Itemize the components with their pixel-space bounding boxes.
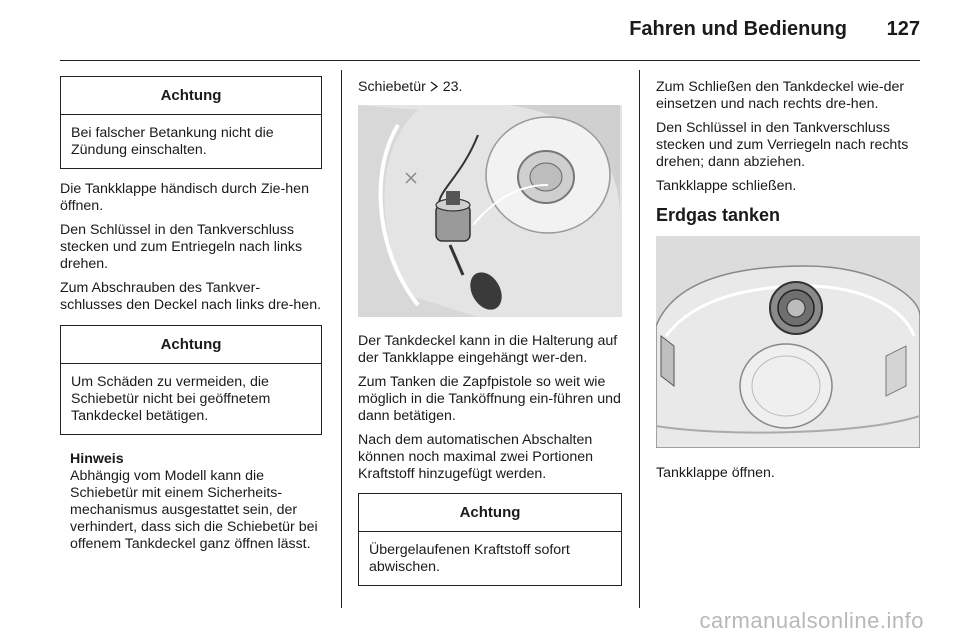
column-1 bbox=[60, 76, 322, 553]
reference-arrow-icon bbox=[430, 79, 443, 95]
paragraph: Die Tankklappe händisch durch Zie-hen öffnen. bbox=[60, 181, 309, 214]
cng-filler-illustration bbox=[656, 236, 920, 448]
intro-text: Schiebetür bbox=[358, 79, 426, 95]
warning-box bbox=[358, 493, 622, 586]
page-reference: 23. bbox=[442, 79, 463, 95]
paragraph: Zum Schließen den Tankdeckel wie-der einsetzen und nach rechts dre-hen. bbox=[656, 79, 905, 112]
warning-text: Bei falscher Betankung nicht die Zündung einschalten. bbox=[71, 125, 274, 158]
column-divider-1 bbox=[341, 70, 342, 608]
watermark: carmanualsonline.info bbox=[699, 608, 924, 633]
figure-caption: Tankklappe öffnen. bbox=[656, 465, 775, 481]
note-title: Hinweis bbox=[70, 451, 124, 467]
warning-text: Übergelaufenen Kraftstoff sofort abwischen. bbox=[369, 542, 570, 575]
warning-box bbox=[60, 76, 322, 169]
paragraph: Tankklappe schließen. bbox=[656, 178, 797, 194]
column-3 bbox=[656, 79, 920, 489]
note-block bbox=[60, 451, 322, 553]
paragraph: Der Tankdeckel kann in die Halterung auf der Tankklappe eingehängt wer-den. bbox=[358, 333, 618, 366]
paragraph: Den Schlüssel in den Tankverschluss stecken und zum Entriegeln nach links drehen. bbox=[60, 222, 303, 272]
warning-title: Achtung bbox=[61, 326, 321, 364]
warning-title: Achtung bbox=[61, 77, 321, 115]
paragraph: Den Schlüssel in den Tankverschluss stecken und zum Verriegeln nach rechts drehen; dann abziehen. bbox=[656, 120, 909, 170]
paragraph: Zum Tanken die Zapfpistole so weit wie möglich in die Tanköffnung ein-führen und dann betätigen. bbox=[358, 374, 621, 424]
page-header-title: Fahren und Bedienung bbox=[629, 18, 847, 40]
paragraph: Zum Abschrauben des Tankver-schlusses den Deckel nach links dre-hen. bbox=[60, 280, 322, 313]
header-rule bbox=[60, 60, 920, 61]
warning-box bbox=[60, 325, 322, 435]
fuel-cap-illustration bbox=[358, 105, 622, 317]
column-2 bbox=[358, 79, 622, 586]
warning-title: Achtung bbox=[359, 494, 621, 532]
section-heading: Erdgas tanken bbox=[656, 205, 781, 225]
note-text: Abhängig vom Modell kann die Schiebetür mit einem Sicherheits-mechanismus ausgestattet sein, der verhindert, dass sich die Schiebetür bei offenem Tankdeckel ganz öffnen lässt. bbox=[70, 468, 318, 552]
paragraph: Nach dem automatischen Abschalten können noch maximal zwei Portionen Kraftstoff hinzugefügt werden. bbox=[358, 432, 594, 482]
page-number: 127 bbox=[886, 18, 920, 40]
warning-text: Um Schäden zu vermeiden, die Schiebetür nicht bei geöffnetem Tankdeckel betätigen. bbox=[71, 374, 271, 424]
column-divider-2 bbox=[639, 70, 640, 608]
